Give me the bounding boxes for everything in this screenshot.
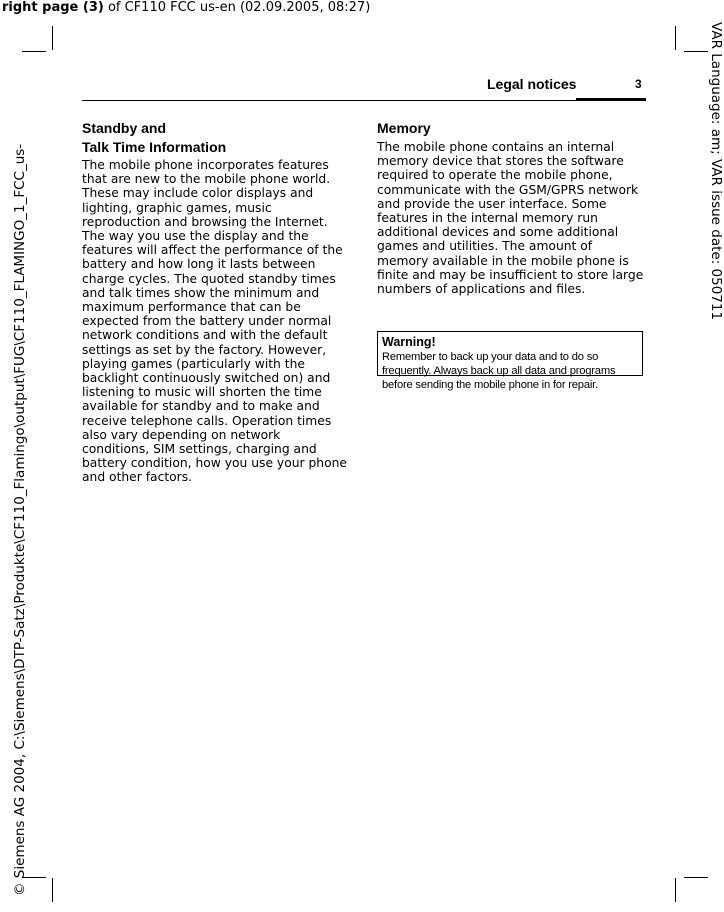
section-title: Legal notices [487,76,577,92]
header-rule [82,100,646,101]
crop-mark [675,878,676,902]
standby-heading-line1: Standby and [82,120,167,136]
header-rule-accent [576,98,646,101]
standby-body-text: The mobile phone incorporates features that are new to the mobile phone world. These may include color displays and lighting, graphic games, music reproduction and browsing the Internet. The way you use the display and the features will affect the performance of the battery and how long it lasts between charge cycles. The quoted standby times and talk times show the minimum and maximum performance that can be expected from the battery under normal network conditions and with the default settings as set by the factory. However, playing games (particularly with the backlight continuously switched on) and listening to music will shorten the time available for standby and to make and receive telephone calls. Operation times also vary depending on network conditions, SIM settings, charging and battery condition, how you use your phone and other factors. [82,158,347,485]
warning-box [377,331,643,391]
side-var-info: VAR Language: am; VAR issue date: 050711 [708,22,724,321]
print-header-rest: of CF110 FCC us-en (02.09.2005, 08:27) [103,0,371,15]
memory-heading: Memory [377,120,431,136]
page-number: 3 [635,77,642,91]
side-copyright-path: © Siemens AG 2004, C:\Siemens\DTP-Satz\Produkte\CF110_Flamingo\output\FUG\CF110_FLAMINGO_1_FCC_us- [12,143,28,896]
crop-mark [684,877,708,878]
print-header-bold: right page (3) [2,0,104,15]
print-header [2,0,370,15]
crop-mark [22,51,46,52]
crop-mark [675,26,676,50]
crop-mark [52,878,53,902]
standby-heading-line2: Talk Time Information [82,139,227,155]
crop-mark [684,51,708,52]
warning-title: Warning! [382,335,436,349]
warning-text: Remember to back up your data and to do so frequently. Always back up all data and programs before sending the mobile phone in for repair. [382,351,616,391]
crop-mark [52,26,53,50]
memory-body-text: The mobile phone contains an internal memory device that stores the software required to operate the mobile phone, communicate with the GSM/GPRS network and provide the user interface. Some features in the internal memory run additional devices and some additional games and utilities. The amount of memory available in the mobile phone is finite and may be insufficient to store large numbers of applications and files. [377,140,644,297]
